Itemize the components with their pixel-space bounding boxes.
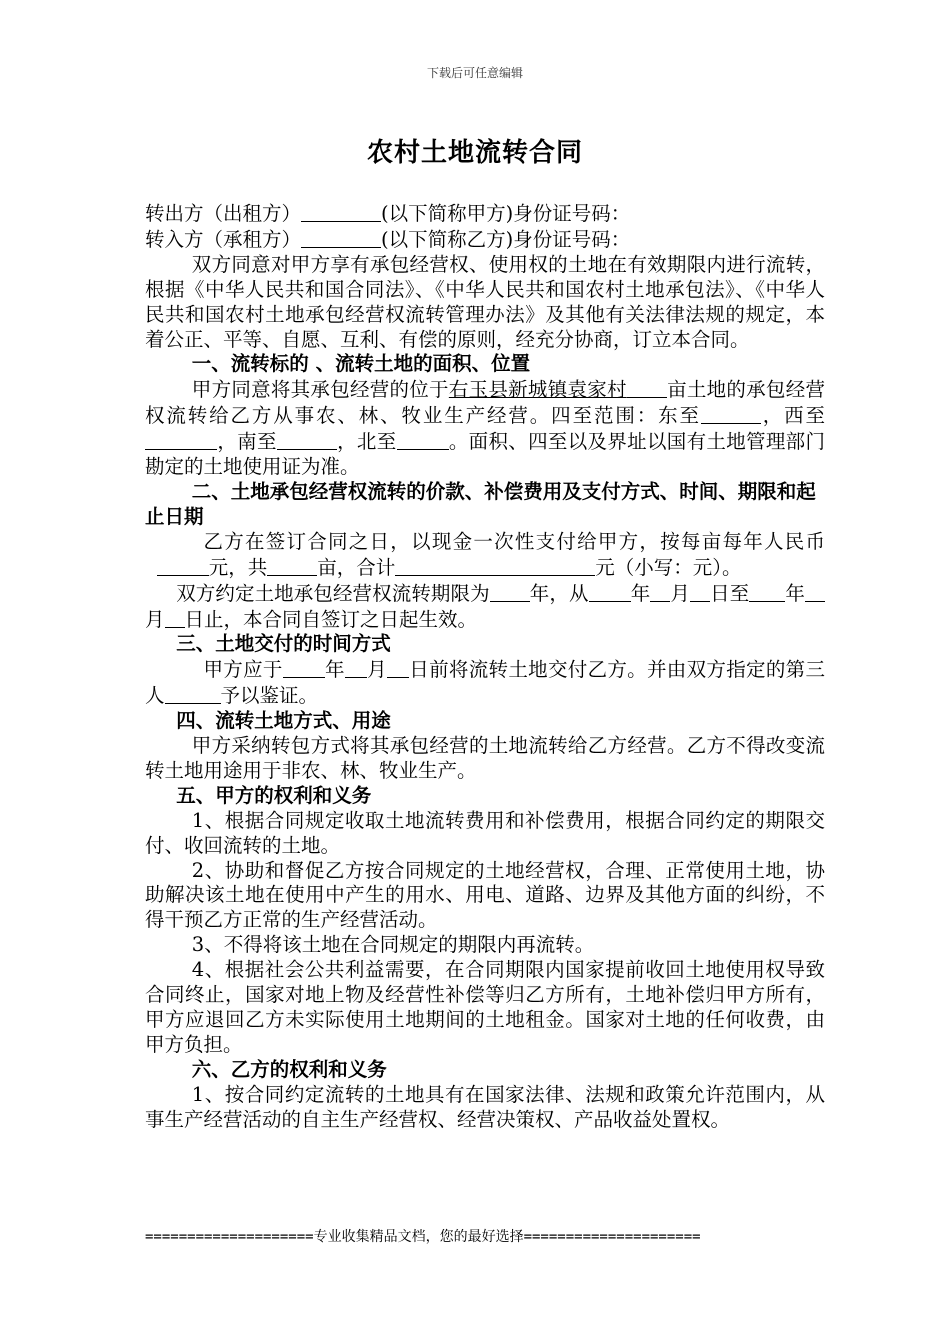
- delivery-day-blank: [387, 659, 409, 678]
- s2-text-m: 日止，本合同自签订之日起生效。: [184, 607, 478, 631]
- s2-text-f: 双方约定土地承包经营权流转期限为: [176, 581, 490, 605]
- s2-text-g: 年，从: [529, 581, 589, 605]
- s1-text-d: ，南至: [217, 430, 277, 454]
- start-year-blank: [589, 583, 631, 602]
- s2-text-j: 日至: [710, 581, 750, 605]
- s1-text-e: ，北至: [336, 430, 397, 454]
- section-6-heading: 六、乙方的权利和义务: [191, 1057, 387, 1081]
- lessor-suffix: (以下简称甲方)身份证号码：: [381, 202, 631, 225]
- delivery-year-blank: [283, 659, 325, 678]
- s2-text-a: 乙方在签订合同之日，以现金一次性支付给甲方，按每亩每年人民币: [203, 529, 825, 553]
- s2-text-c: 亩，合计: [317, 555, 396, 579]
- s1-text-a: 甲方同意将其承包经营的位于: [191, 378, 449, 402]
- s3-text-d: 日前将流转土地交付乙方。并由双方指定的第三人: [145, 658, 825, 708]
- s3-text-e: 予以鉴证。: [220, 684, 319, 708]
- contract-body: [145, 201, 825, 1133]
- land-location: 右玉县新城镇袁家村: [448, 378, 627, 402]
- section-2-paragraph-1: [145, 530, 825, 581]
- s2-text-d: 元（小写：: [595, 555, 693, 579]
- s2-text-i: 月: [670, 581, 690, 605]
- s1-text-b: 亩土地的承包经营权流转给乙方从事农、林、牧业生产经营。四至范围：东至: [145, 378, 825, 428]
- end-month-blank: [805, 583, 825, 602]
- section-5-heading: 五、甲方的权利和义务: [176, 783, 372, 807]
- s2-text-l: 月: [145, 607, 165, 631]
- s1-text-c: ，西至: [760, 404, 825, 428]
- total-mu-blank: [267, 557, 317, 576]
- header-note: 下载后可任意编辑: [426, 66, 523, 80]
- section-5-item-3: 3、不得将该土地在合同规定的期限内再流转。: [191, 933, 595, 957]
- total-amount-blank: [395, 557, 595, 576]
- s2-text-b: 元，共: [208, 555, 268, 579]
- section-2-paragraph-2: [145, 581, 825, 633]
- section-5-item-4: 4、根据社会公共利益需要，在合同期限内国家提前收回土地使用权导致合同终止，国家对地上物及经营性补偿等归乙方所有，土地补偿归甲方所有，甲方应退回乙方未实际使用土地期间的土地租金。国家对土地的任何收费，由甲方负担。: [145, 958, 825, 1056]
- section-1-paragraph: [145, 377, 825, 480]
- term-years-blank: [490, 583, 530, 602]
- s1-text-f: 。面积、四至以及界址以国有土地管理部门勘定的土地使用证为准。: [145, 430, 825, 479]
- s2-text-h: 年: [630, 581, 651, 605]
- section-6-item-1: 1、按合同约定流转的土地具有在国家法律、法规和政策允许范围内，从事生产经营活动的自主生产经营权、经营决策权、产品收益处置权。: [145, 1082, 825, 1131]
- s2-text-e: 元）。: [692, 555, 742, 579]
- south-blank: [277, 431, 337, 450]
- lessee-name-blank: [301, 229, 381, 248]
- section-1-heading: 一、流转标的 、流转土地的面积、位置: [191, 352, 531, 376]
- intro-paragraph: 双方同意对甲方享有承包经营权、使用权的土地在有效期限内进行流转，根据《中华人民共和国合同法》、《中华人民共和国农村土地承包法》、《中华人民共和国农村土地承包经营权流转管理办法》及其他有关法律法规的规定，本着公正、平等、自愿、互利、有偿的原则，经充分协商，订立本合同。: [145, 252, 825, 351]
- lessor-name-blank: [301, 203, 381, 222]
- section-4-paragraph: 甲方采纳转包方式将其承包经营的土地流转给乙方经营。乙方不得改变流转土地用途用于非农、林、牧业生产。: [145, 734, 825, 782]
- section-3-heading: 三、土地交付的时间方式: [176, 632, 391, 656]
- lessee-suffix: (以下简称乙方)身份证号码：: [381, 227, 631, 251]
- lessee-line: [145, 227, 825, 253]
- s3-text-b: 年: [324, 658, 345, 682]
- s2-text-k: 年: [785, 581, 805, 605]
- s3-text-c: 月: [366, 658, 387, 682]
- lessor-line: [145, 201, 825, 227]
- west-blank: [145, 431, 217, 450]
- section-4-heading: 四、流转土地方式、用途: [176, 709, 391, 733]
- footer-banner: ====================专业收集精品文档，您的最好选择=====================: [145, 1229, 701, 1245]
- document-title: 农村土地流转合同: [366, 138, 583, 168]
- end-year-blank: [749, 583, 785, 602]
- section-3-paragraph: [145, 657, 825, 709]
- start-month-blank: [650, 583, 670, 602]
- price-per-mu-blank: [157, 557, 209, 576]
- lessee-label: 转入方（承租方）: [145, 227, 302, 251]
- section-5-item-2: 2、协助和督促乙方按合同规定的土地经营权，合理、正常使用土地，协助解决该土地在使用中产生的用水、用电、道路、边界及其他方面的纠纷，不得干预乙方正常的生产经营活动。: [145, 858, 825, 932]
- section-2-heading-text: 二、土地承包经营权流转的价款、补偿费用及支付方式、时间、期限和起止日期: [145, 479, 816, 528]
- east-blank: [701, 405, 761, 424]
- s3-text-a: 甲方应于: [203, 658, 283, 682]
- delivery-month-blank: [345, 659, 367, 678]
- acreage-blank: [627, 379, 667, 398]
- north-blank: [397, 431, 449, 450]
- start-day-blank: [690, 583, 710, 602]
- lessor-label: 转出方（出租方）: [145, 202, 302, 225]
- end-day-blank: [165, 609, 185, 628]
- witness-blank: [165, 685, 221, 704]
- section-2-heading: [145, 480, 825, 530]
- section-5-item-1: 1、根据合同规定收取土地流转费用和补偿费用，根据合同约定的期限交付、收回流转的土地。: [145, 808, 825, 857]
